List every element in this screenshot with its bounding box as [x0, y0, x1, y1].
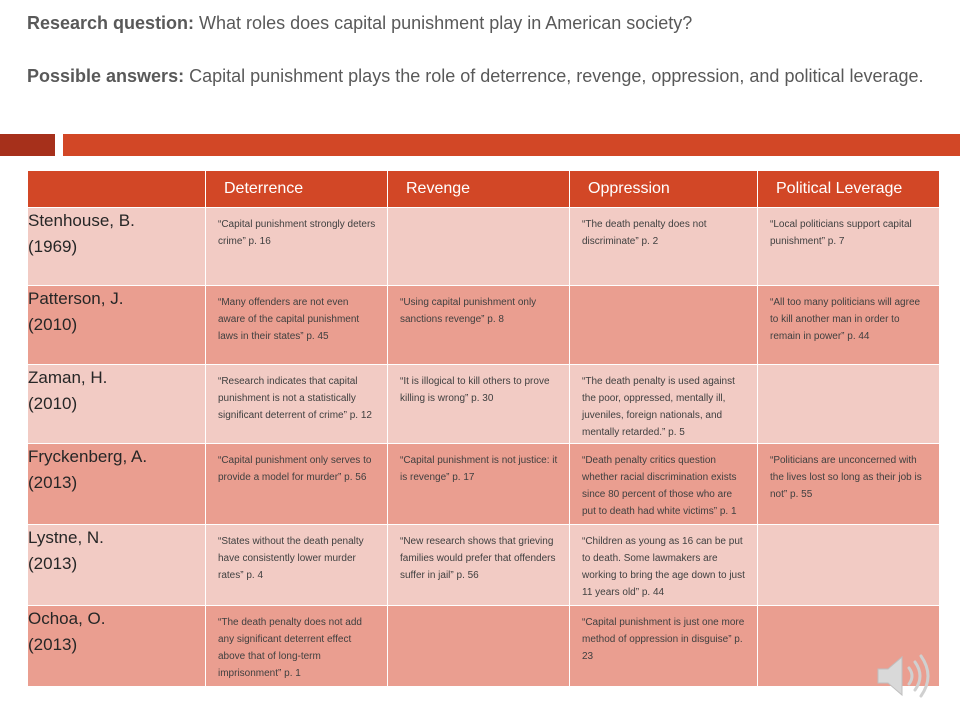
source-cell: [28, 444, 206, 525]
source-cell: [28, 606, 206, 687]
speaker-icon[interactable]: [872, 648, 934, 704]
quote-text: “Children as young as 16 can be put to death. Some lawmakers are working to bring the age down to just 11 years old” p. 44: [582, 536, 745, 598]
source-cell: [28, 286, 206, 365]
author-year: (2010): [28, 394, 78, 413]
column-header-political-leverage: Political Leverage: [758, 171, 940, 208]
author-year: (1969): [28, 237, 78, 256]
quote-text: “Research indicates that capital punishment is not a statistically significant deterrent of crime” p. 12: [218, 376, 372, 421]
table-row: [28, 208, 940, 286]
quote-text: “Capital punishment is just one more method of oppression in disguise” p. 23: [582, 617, 745, 662]
quote-text: “Death penalty critics question whether racial discrimination exists since 80 percent of those who are put to death had white victims” p. 1: [582, 455, 737, 517]
quote-cell: [388, 365, 570, 444]
accent-bar-left: [0, 134, 55, 156]
author-year: (2013): [28, 635, 78, 654]
quote-text: “States without the death penalty have consistently lower murder rates” p. 4: [218, 536, 364, 581]
header-corner: [28, 171, 206, 208]
source-cell: [28, 208, 206, 286]
table-row: [28, 365, 940, 444]
quote-cell: [206, 286, 388, 365]
quote-cell: [570, 444, 758, 525]
quote-cell: [758, 444, 940, 525]
quote-cell: [758, 365, 940, 444]
slide-header: [27, 10, 947, 90]
research-question: [27, 10, 947, 37]
quote-cell: [570, 208, 758, 286]
possible-answers: [27, 63, 947, 90]
author-name: Fryckenberg, A.: [28, 447, 148, 466]
header-row: [28, 171, 940, 208]
research-question-label: Research question:: [27, 13, 195, 33]
quote-text: [758, 525, 939, 533]
quote-cell: [206, 525, 388, 606]
quote-text: “Politicians are unconcerned with the lives lost so long as their job is not” p. 55: [770, 455, 922, 500]
quote-text: [388, 208, 569, 216]
quote-cell: [206, 365, 388, 444]
quote-text: “Capital punishment only serves to provide a model for murder” p. 56: [218, 455, 372, 483]
quote-cell: [758, 286, 940, 365]
author-name: Ochoa, O.: [28, 609, 106, 628]
quote-cell: [388, 286, 570, 365]
quote-cell: [758, 525, 940, 606]
possible-answers-text: Capital punishment plays the role of deterrence, revenge, oppression, and political leverage.: [184, 66, 924, 86]
quote-cell: [206, 606, 388, 687]
quote-cell: [388, 208, 570, 286]
quote-text: [570, 286, 757, 294]
quote-text: [758, 606, 939, 614]
quote-text: “Capital punishment strongly deters crime” p. 16: [218, 219, 376, 247]
quote-text: “The death penalty does not add any significant deterrent effect above that of long-term imprisonment” p. 1: [218, 617, 362, 679]
quote-cell: [570, 606, 758, 687]
quote-cell: [758, 208, 940, 286]
author-name: Stenhouse, B.: [28, 211, 135, 230]
literature-matrix: [27, 170, 940, 687]
quote-cell: [570, 365, 758, 444]
quote-text: [758, 365, 939, 373]
table-row: [28, 286, 940, 365]
quote-cell: [570, 286, 758, 365]
possible-answers-label: Possible answers:: [27, 66, 185, 86]
quote-text: “All too many politicians will agree to kill another man in order to remain in power” p. 44: [770, 297, 921, 342]
quote-cell: [388, 525, 570, 606]
quote-text: “Local politicians support capital punishment” p. 7: [770, 219, 912, 247]
quote-text: “New research shows that grieving families would prefer that offenders suffer in jail” p. 56: [400, 536, 556, 581]
author-name: Patterson, J.: [28, 289, 124, 308]
quote-cell: [206, 208, 388, 286]
author-year: (2010): [28, 315, 78, 334]
author-year: (2013): [28, 554, 78, 573]
quote-cell: [570, 525, 758, 606]
quote-cell: [388, 444, 570, 525]
column-header-oppression: Oppression: [570, 171, 758, 208]
table-row: [28, 606, 940, 687]
quote-text: “Capital punishment is not justice: it is revenge” p. 17: [400, 455, 558, 483]
column-header-revenge: Revenge: [388, 171, 570, 208]
quote-text: “The death penalty does not discriminate” p. 2: [582, 219, 707, 247]
quote-cell: [388, 606, 570, 687]
quote-text: “Many offenders are not even aware of the capital punishment laws in their states” p. 45: [218, 297, 360, 342]
quote-cell: [206, 444, 388, 525]
column-header-deterrence: Deterrence: [206, 171, 388, 208]
quote-text: “It is illogical to kill others to prove killing is wrong” p. 30: [400, 376, 550, 404]
accent-bar-right: [63, 134, 960, 156]
research-question-text: What roles does capital punishment play in American society?: [194, 13, 693, 33]
quote-text: [388, 606, 569, 614]
author-name: Lystne, N.: [28, 528, 104, 547]
quote-text: “Using capital punishment only sanctions revenge” p. 8: [400, 297, 537, 325]
source-cell: [28, 365, 206, 444]
quote-text: “The death penalty is used against the poor, oppressed, mentally ill, juveniles, foreign nationals, and mentally retarded.” p. 5: [582, 376, 735, 438]
author-year: (2013): [28, 473, 78, 492]
author-name: Zaman, H.: [28, 368, 108, 387]
source-cell: [28, 525, 206, 606]
table-row: [28, 444, 940, 525]
table-row: [28, 525, 940, 606]
